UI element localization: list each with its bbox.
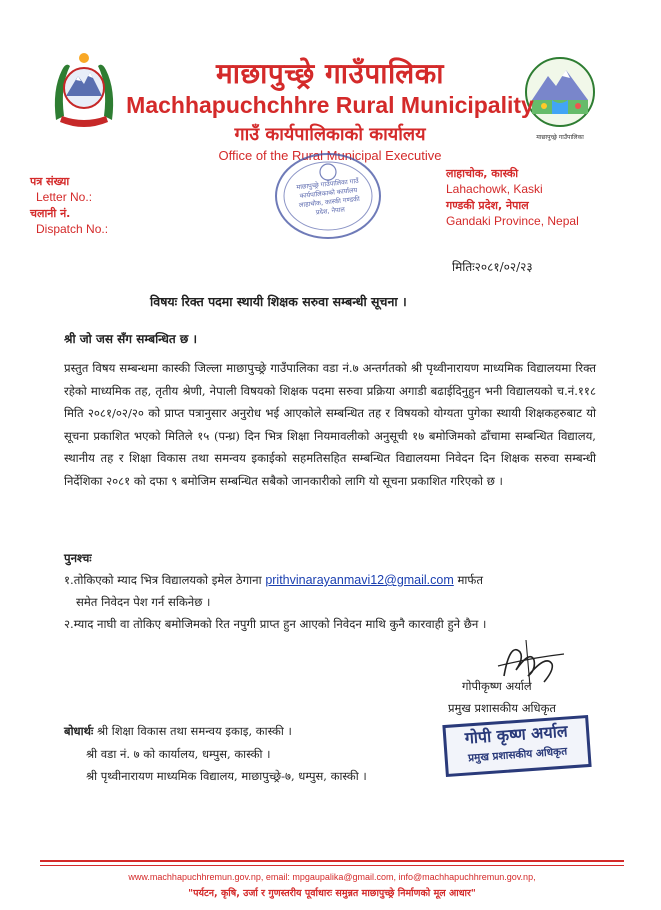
footer-divider-bottom — [40, 865, 624, 866]
postscript-heading: पुनश्चः — [64, 551, 92, 565]
address-english: Lahachowk, Kaski — [446, 182, 543, 196]
notice-body-paragraph: प्रस्तुत विषय सम्बन्धमा कास्की जिल्ला माछापुच्छ्रे गाउँपालिका वडा नं.७ अन्तर्गतको श्री पृथ्वीनारायण माध्यमिक विद्यालयमा रिक्त रहेको माध्यमिक तह, तृतीय श्रेणी, नेपाली विषयको शिक्षक पदमा सरुवा प्रक्रिया अगाडी बढाईदिनुहुन भनी विद्यालयको च.नं.११८ मिति २०८१/०२/२० को प्राप्त पत्रानुसार अनुरोध भई आएकोले सम्बन्धित तह र विषयको योग्यता पुगेका स्थायी शिक्षकहरुबाट यो सूचना प्रकाशित भएको मितिले १५ (पन्ध्र) दिन भित्र शिक्षा नियमावलीको अनुसूची १७ बमोजिमको ढाँचामा सम्बन्धित विद्यालय, स्थानीय तह र शिक्षा विकास तथा समन्वय इकाईको सहमतिसहित सम्बन्धित विद्यालयमा निवेदन दिन शिक्षक सरुवा सम्बन्धी निर्देशिका २०८१ को दफा ९ बमोजिम सम्बन्धित सबैको जानकारीको लागि यो सूचना प्रकाशित गरिएको छ । — [64, 361, 596, 488]
school-email-link[interactable]: prithvinarayanmavi12@gmail.com — [265, 573, 454, 587]
postscript-note-1-continued: समेत निवेदन पेश गर्न सकिनेछ । — [76, 595, 211, 609]
signatory-designation: प्रमुख प्रशासकीय अधिकृत — [448, 701, 556, 715]
letter-no-label-english: Letter No.: — [36, 190, 93, 204]
footer-contacts: www.machhapuchhremun.gov.np, email: mpgaupalika@gmail.com, info@machhapuchhremun.gov.np, — [128, 872, 536, 882]
office-title-nepali: गाउँ कार्यपालिकाको कार्यालय — [234, 124, 426, 145]
dispatch-no-label-english: Dispatch No.: — [36, 222, 109, 236]
cc-label: बोधार्थः — [64, 724, 94, 738]
stamp-officer-designation: प्रमुख प्रशासकीय अधिकृत — [467, 745, 568, 765]
officer-name-stamp — [442, 715, 591, 777]
cc-block — [64, 720, 367, 788]
footer-slogan: "पर्यटन, कृषि, उर्जा र गुणस्तरीय पूर्वाधारः समुन्नत माछापुच्छ्रे निर्माणको मूल आधार" — [188, 888, 476, 899]
signatory-name: गोपीकृष्ण अर्याल — [462, 679, 532, 693]
dispatch-no-label-nepali: चलानी नं. — [30, 207, 71, 220]
nepal-emblem-logo — [48, 50, 120, 132]
municipality-title-nepali: माछापुच्छ्रे गाउँपालिका — [216, 57, 444, 90]
cc-line-2: श्री वडा नं. ७ को कार्यालय, धम्पुस, कास्की । — [86, 746, 271, 761]
stamp-officer-name: गोपी कृष्ण अर्याल — [464, 721, 569, 748]
address-nepali: लाहाचोक, कास्की — [446, 167, 519, 180]
footer-divider-top — [40, 860, 624, 862]
postscript-note-2: २.म्याद नाघी वा तोकिए बमोजिमको रित नपुगी प्राप्त हुन आएको निवेदन माथि कुनै कारवाही हुने छैन । — [64, 617, 487, 631]
office-title-english: Office of the Rural Municipal Executive — [218, 148, 442, 163]
subject-line: विषयः रिक्त पदमा स्थायी शिक्षक सरुवा सम्बन्धी सूचना । — [150, 294, 407, 309]
postscript-note-1 — [64, 569, 604, 592]
province-english: Gandaki Province, Nepal — [446, 214, 579, 228]
office-seal-text: माछापुच्छ्रे गाउँपालिका गाउँ कार्यपालिकाको कार्यालय लाहाचोक, कास्की गण्डकी प्रदेश, नेपाल — [296, 176, 361, 217]
note-1-prefix: १.तोकिएको म्याद भित्र विद्यालयको इमेल ठेगाना — [64, 573, 262, 587]
office-seal-stamp — [272, 150, 384, 242]
salutation: श्री जो जस सँग सम्बन्धित छ । — [64, 332, 198, 346]
cc-line-3: श्री पृथ्वीनारायण माध्यमिक विद्यालय, माछापुच्छ्रे-७, धम्पुस, कास्की । — [86, 769, 367, 783]
municipality-title-english: Machhapuchchhre Rural Municipality — [126, 92, 534, 118]
note-1-suffix: मार्फत — [457, 573, 483, 587]
letter-date: मितिः२०८१/०२/२३ — [452, 260, 533, 274]
cc-line-1-text: श्री शिक्षा विकास तथा समन्वय इकाइ, कास्की । — [96, 724, 292, 738]
province-nepali: गण्डकी प्रदेश, नेपाल — [446, 199, 529, 212]
letter-no-label-nepali: पत्र संख्या — [30, 175, 70, 188]
logo-caption: माछापुच्छ्रे गाउँपालिका — [536, 134, 584, 141]
cc-line-1 — [64, 720, 367, 743]
